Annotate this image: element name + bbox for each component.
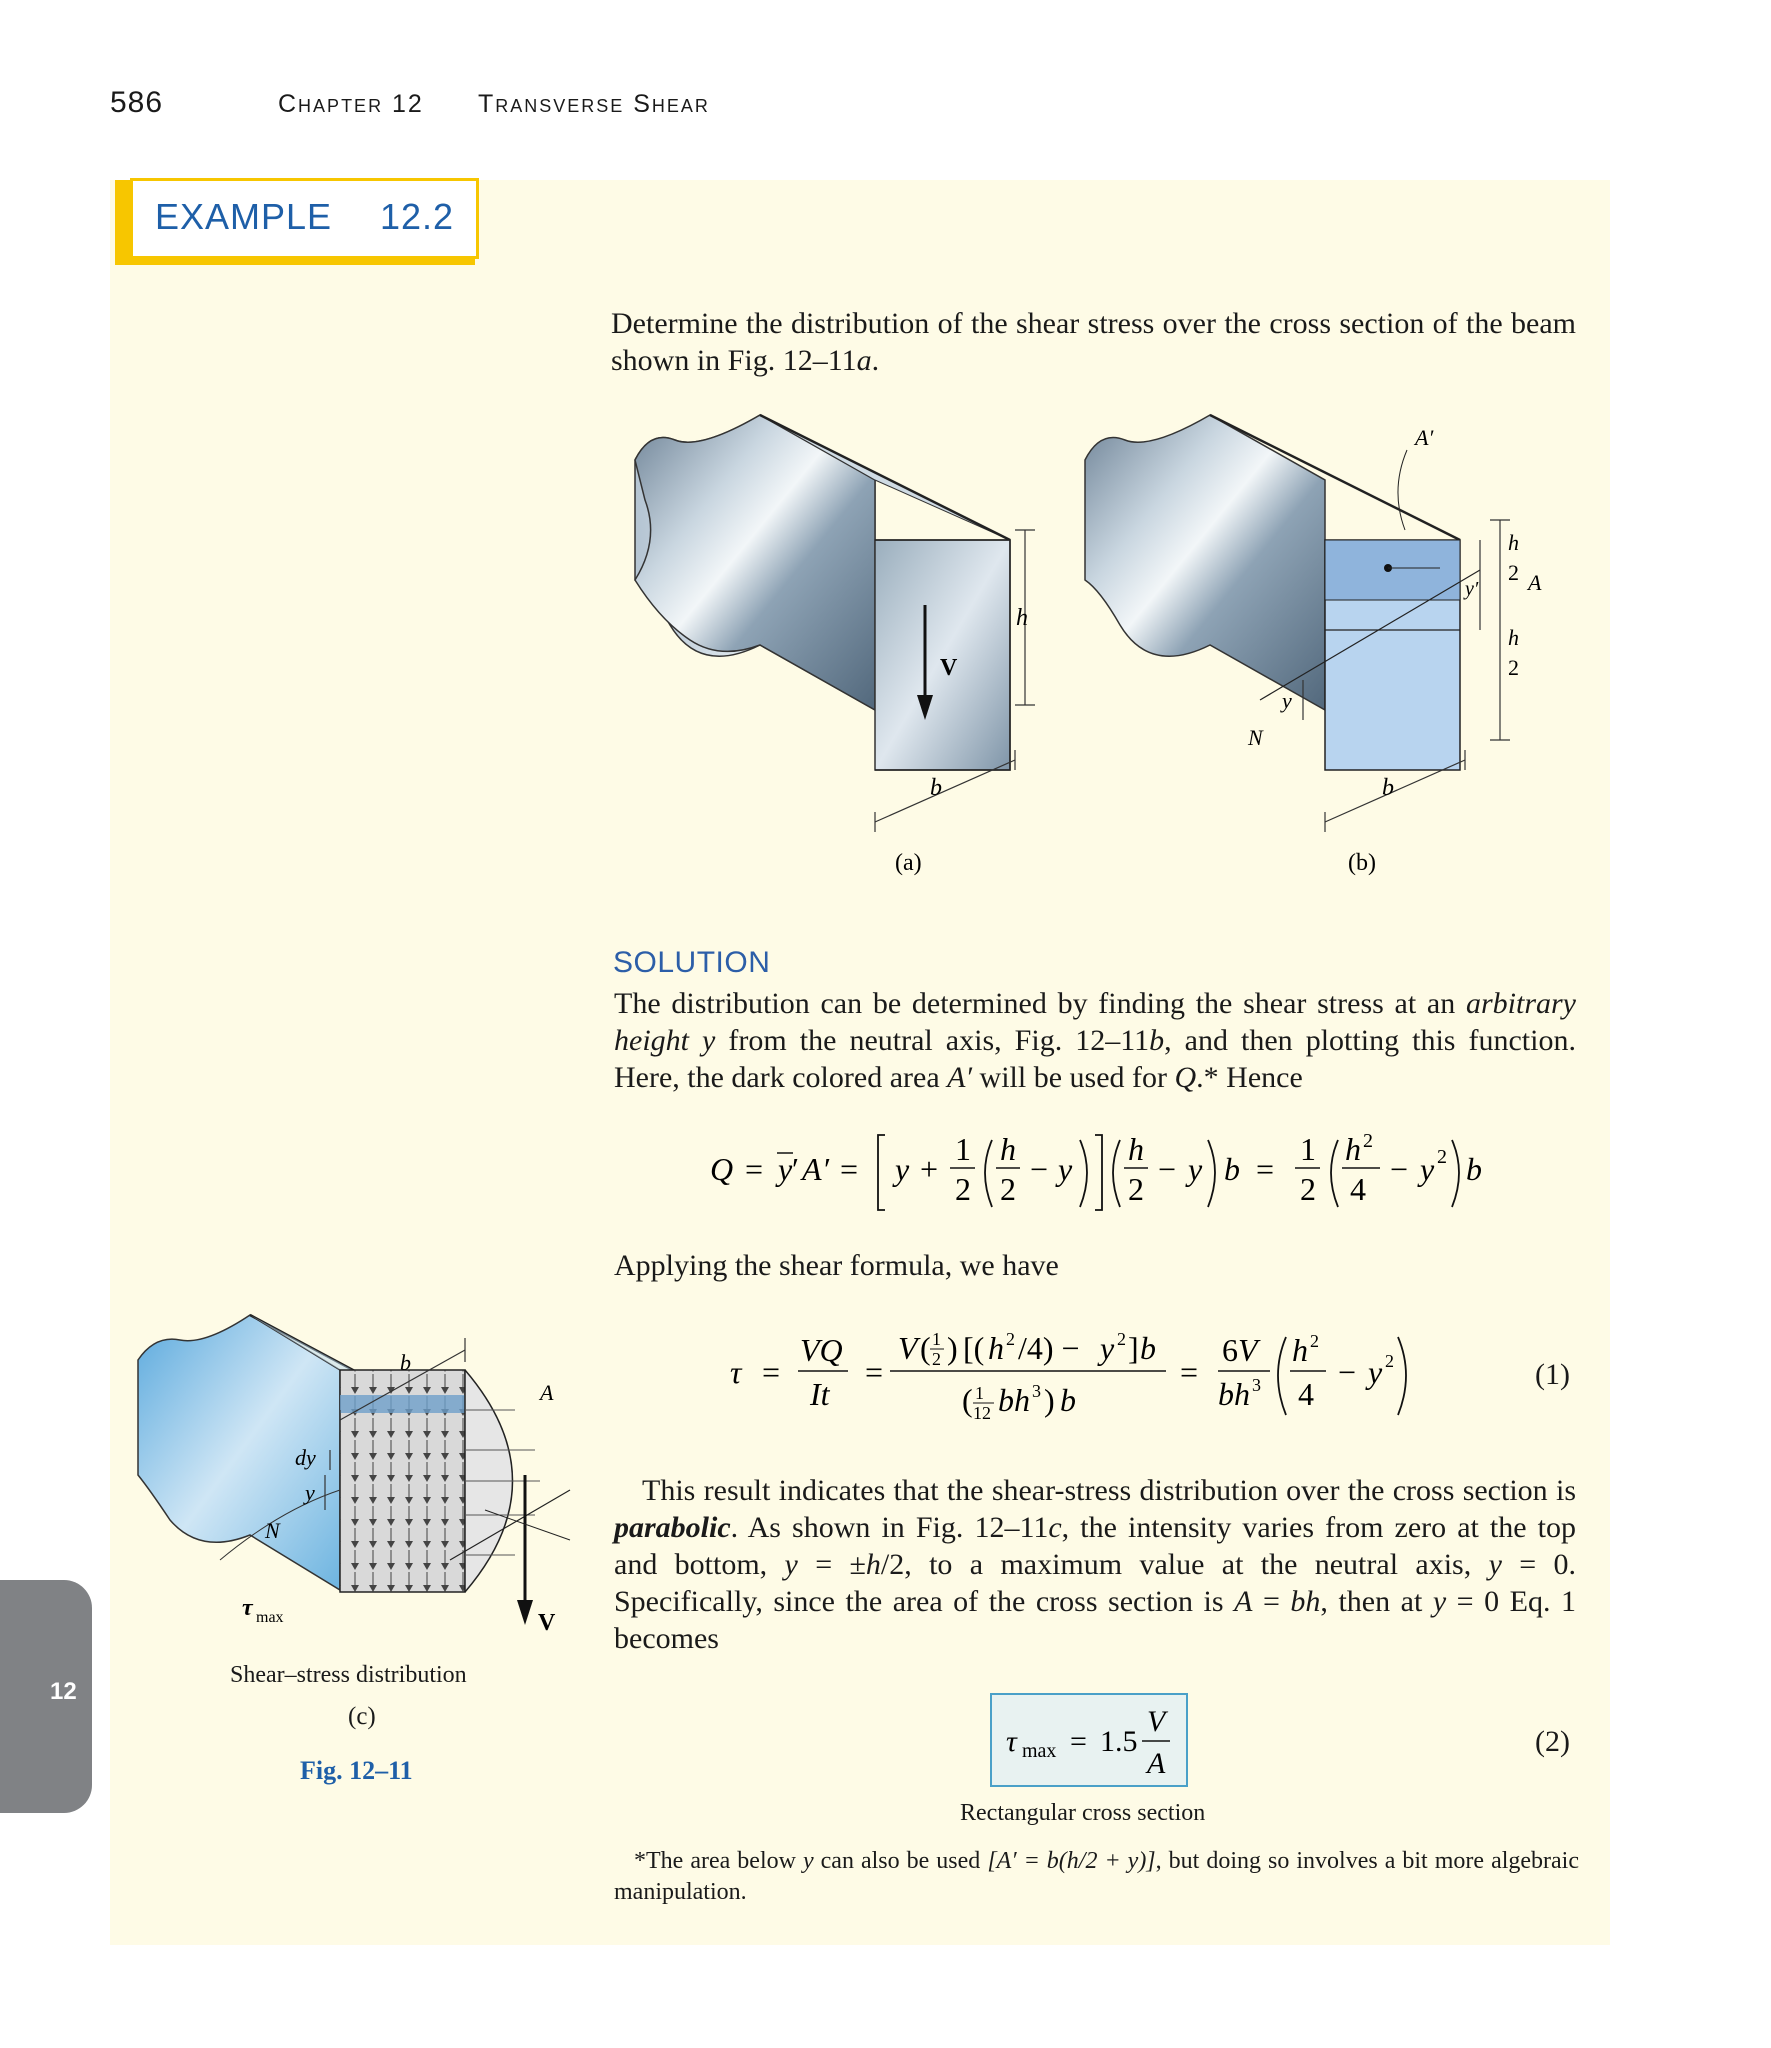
- svg-text:−: −: [1158, 1151, 1177, 1187]
- equation-q: [700, 1115, 1520, 1225]
- result-text: This result indicates that the shear-stress distribution over the cross section is parabolic. As shown in Fig. 12–11c, the intensity varies from zero at the top and bottom, y = ±h/2, to a maximum value at the neutral axis, y = 0. Specifically, since the area of the cross section is A = bh, then at y = 0 Eq. 1 becomes: [614, 1474, 1576, 1655]
- figure-12-11-c: [130, 1220, 600, 1640]
- svg-text:2: 2: [1006, 1329, 1015, 1349]
- fig-c-a-label: A: [540, 1380, 554, 1405]
- svg-text:3: 3: [1252, 1375, 1261, 1395]
- svg-text:h: h: [1345, 1131, 1361, 1167]
- svg-text:1: 1: [975, 1383, 984, 1403]
- svg-text:bh: bh: [998, 1382, 1030, 1418]
- solution-text: The distribution can be determined by finding the shear stress at an arbitrary height y from the neutral axis, Fig. 12–11b, and then plotting this function. Here, the dark colored area A′ will be used for Q.* Hence: [614, 987, 1576, 1094]
- beam-a: [635, 415, 1035, 832]
- fig-b-h-den-top: 2: [1508, 560, 1519, 585]
- svg-text:′: ′: [792, 1151, 799, 1187]
- fig-c-b-label: b: [400, 1350, 411, 1375]
- fig-a-v-label: V: [940, 655, 958, 681]
- solution-heading: SOLUTION: [613, 946, 771, 979]
- svg-text:2: 2: [955, 1171, 971, 1207]
- svg-text:3: 3: [1032, 1381, 1041, 1401]
- fig-c-v-label: V: [538, 1610, 556, 1636]
- svg-text:Q: Q: [710, 1151, 734, 1187]
- problem-statement: Determine the distribution of the shear stress over the cross section of the beam shown in Fig. 12–11a.: [611, 307, 1576, 377]
- example-number: 12.2: [380, 196, 455, 237]
- svg-text:h: h: [1000, 1131, 1016, 1167]
- fig-b-h-den-bottom: 2: [1508, 655, 1519, 680]
- svg-text:2: 2: [1300, 1171, 1316, 1207]
- svg-text:=: =: [840, 1151, 859, 1187]
- fig-b-n-label: N: [1248, 725, 1263, 750]
- svg-text:max: max: [1022, 1740, 1057, 1762]
- example-label: EXAMPLE: [155, 196, 333, 237]
- svg-text:b: b: [1060, 1382, 1076, 1418]
- fig-b-a-label: A: [1528, 570, 1542, 595]
- svg-text:): ): [1044, 1382, 1055, 1418]
- equation-tau: [730, 1315, 1560, 1435]
- svg-text:2: 2: [1117, 1329, 1126, 1349]
- svg-text:4: 4: [1350, 1171, 1366, 1207]
- svg-text:2: 2: [1363, 1130, 1373, 1152]
- svg-text:4: 4: [1298, 1376, 1314, 1412]
- figure-c-caption: Shear–stress distribution: [230, 1662, 467, 1688]
- page-number: 586: [110, 86, 164, 119]
- svg-text:=: =: [865, 1354, 884, 1390]
- svg-text:=: =: [1256, 1151, 1275, 1187]
- svg-text:bh: bh: [1218, 1376, 1250, 1412]
- fig-c-n-label: N: [265, 1518, 280, 1543]
- svg-text:2: 2: [1310, 1331, 1319, 1351]
- svg-text:=: =: [1070, 1725, 1087, 1758]
- figure-c-label: (c): [348, 1703, 376, 1730]
- equation-2: [992, 1695, 1186, 1785]
- equation-1-number: (1): [1535, 1358, 1570, 1391]
- svg-text:]: ]: [1128, 1330, 1139, 1366]
- equation-2-caption: Rectangular cross section: [960, 1800, 1206, 1826]
- svg-text:=: =: [745, 1151, 764, 1187]
- svg-text:6: 6: [1222, 1332, 1238, 1368]
- fig-a-label: (a): [895, 850, 922, 876]
- svg-text:y: y: [1188, 1151, 1203, 1187]
- fig-c-y-label: y: [305, 1480, 315, 1505]
- svg-text:=: =: [762, 1354, 781, 1390]
- fig-b-a-prime-label: A′: [1415, 425, 1434, 450]
- chapter-thumb-number: 12: [50, 1678, 77, 1705]
- svg-text:1: 1: [955, 1131, 971, 1167]
- svg-text:[(: [(: [963, 1330, 985, 1366]
- svg-text:τ: τ: [1006, 1725, 1017, 1758]
- running-head-title: Transverse Shear: [478, 90, 710, 118]
- fig-b-y-label: y: [1282, 688, 1292, 713]
- svg-text:VQ: VQ: [800, 1332, 843, 1368]
- beam-c: [138, 1315, 570, 1625]
- svg-text:−: −: [1030, 1151, 1049, 1187]
- svg-text:A: A: [802, 1151, 822, 1187]
- svg-text:It: It: [810, 1376, 830, 1412]
- svg-text:h: h: [988, 1330, 1004, 1366]
- svg-text:1: 1: [1300, 1131, 1316, 1167]
- svg-text:2: 2: [932, 1349, 941, 1369]
- svg-text:2: 2: [1128, 1171, 1144, 1207]
- svg-text:=: =: [1180, 1354, 1199, 1390]
- applying-text: Applying the shear formula, we have: [614, 1249, 1059, 1282]
- svg-text:1.5: 1.5: [1100, 1725, 1138, 1758]
- figure-title: Fig. 12–11: [300, 1756, 413, 1785]
- svg-text:): ): [947, 1330, 958, 1366]
- svg-text:y: y: [1368, 1354, 1383, 1390]
- equation-2-number: (2): [1535, 1725, 1570, 1758]
- svg-text:b: b: [1224, 1151, 1240, 1187]
- svg-text:τ: τ: [730, 1354, 742, 1390]
- svg-text:y: y: [1058, 1151, 1073, 1187]
- svg-text:1: 1: [932, 1329, 941, 1349]
- svg-text:/4) −: /4) −: [1018, 1330, 1080, 1366]
- chapter-thumb-tab: [0, 1580, 92, 1813]
- svg-text:A: A: [1147, 1747, 1166, 1780]
- svg-text:h: h: [1292, 1332, 1308, 1368]
- equation-2-box: [990, 1693, 1188, 1787]
- fig-c-dy-label: dy: [295, 1445, 316, 1470]
- svg-text:y: y: [1420, 1151, 1435, 1187]
- svg-text:′: ′: [824, 1151, 831, 1187]
- fig-b-b-label: b: [1382, 775, 1394, 801]
- svg-text:12: 12: [973, 1403, 991, 1423]
- svg-text:y: y: [1100, 1330, 1115, 1366]
- svg-text:V: V: [898, 1330, 918, 1366]
- fig-b-h-num-top: h: [1508, 530, 1519, 555]
- svg-text:y: y: [895, 1151, 910, 1187]
- fig-b-h-num-bottom: h: [1508, 625, 1519, 650]
- svg-text:V: V: [1238, 1332, 1258, 1368]
- running-head-chapter: Chapter 12: [278, 90, 424, 118]
- svg-text:2: 2: [1437, 1146, 1447, 1168]
- svg-text:−: −: [1390, 1151, 1409, 1187]
- fig-b-ybar-label: y′: [1465, 578, 1479, 600]
- svg-text:−: −: [1338, 1354, 1357, 1390]
- svg-text:b: b: [1140, 1330, 1156, 1366]
- svg-text:(: (: [962, 1382, 973, 1418]
- svg-text:+: +: [920, 1151, 939, 1187]
- fig-a-b-label: b: [930, 775, 942, 801]
- svg-text:(: (: [920, 1330, 931, 1366]
- svg-text:2: 2: [1385, 1351, 1394, 1371]
- svg-text:b: b: [1466, 1151, 1482, 1187]
- footnote: *The area below y can also be used [A′ = b(h/2 + y)], but doing so involves a bit more algebraic manipulation.: [614, 1848, 1580, 1905]
- svg-text:V: V: [1147, 1705, 1166, 1738]
- svg-text:y: y: [778, 1151, 793, 1187]
- figure-12-11-ab: [620, 390, 1580, 900]
- fig-a-h-label: h: [1016, 605, 1028, 631]
- fig-b-label: (b): [1348, 850, 1376, 876]
- fig-c-tau-sub: max: [256, 1609, 284, 1626]
- svg-text:2: 2: [1000, 1171, 1016, 1207]
- beam-b: [1085, 415, 1510, 832]
- fig-c-tau-label: τ: [242, 1595, 253, 1621]
- svg-text:h: h: [1128, 1131, 1144, 1167]
